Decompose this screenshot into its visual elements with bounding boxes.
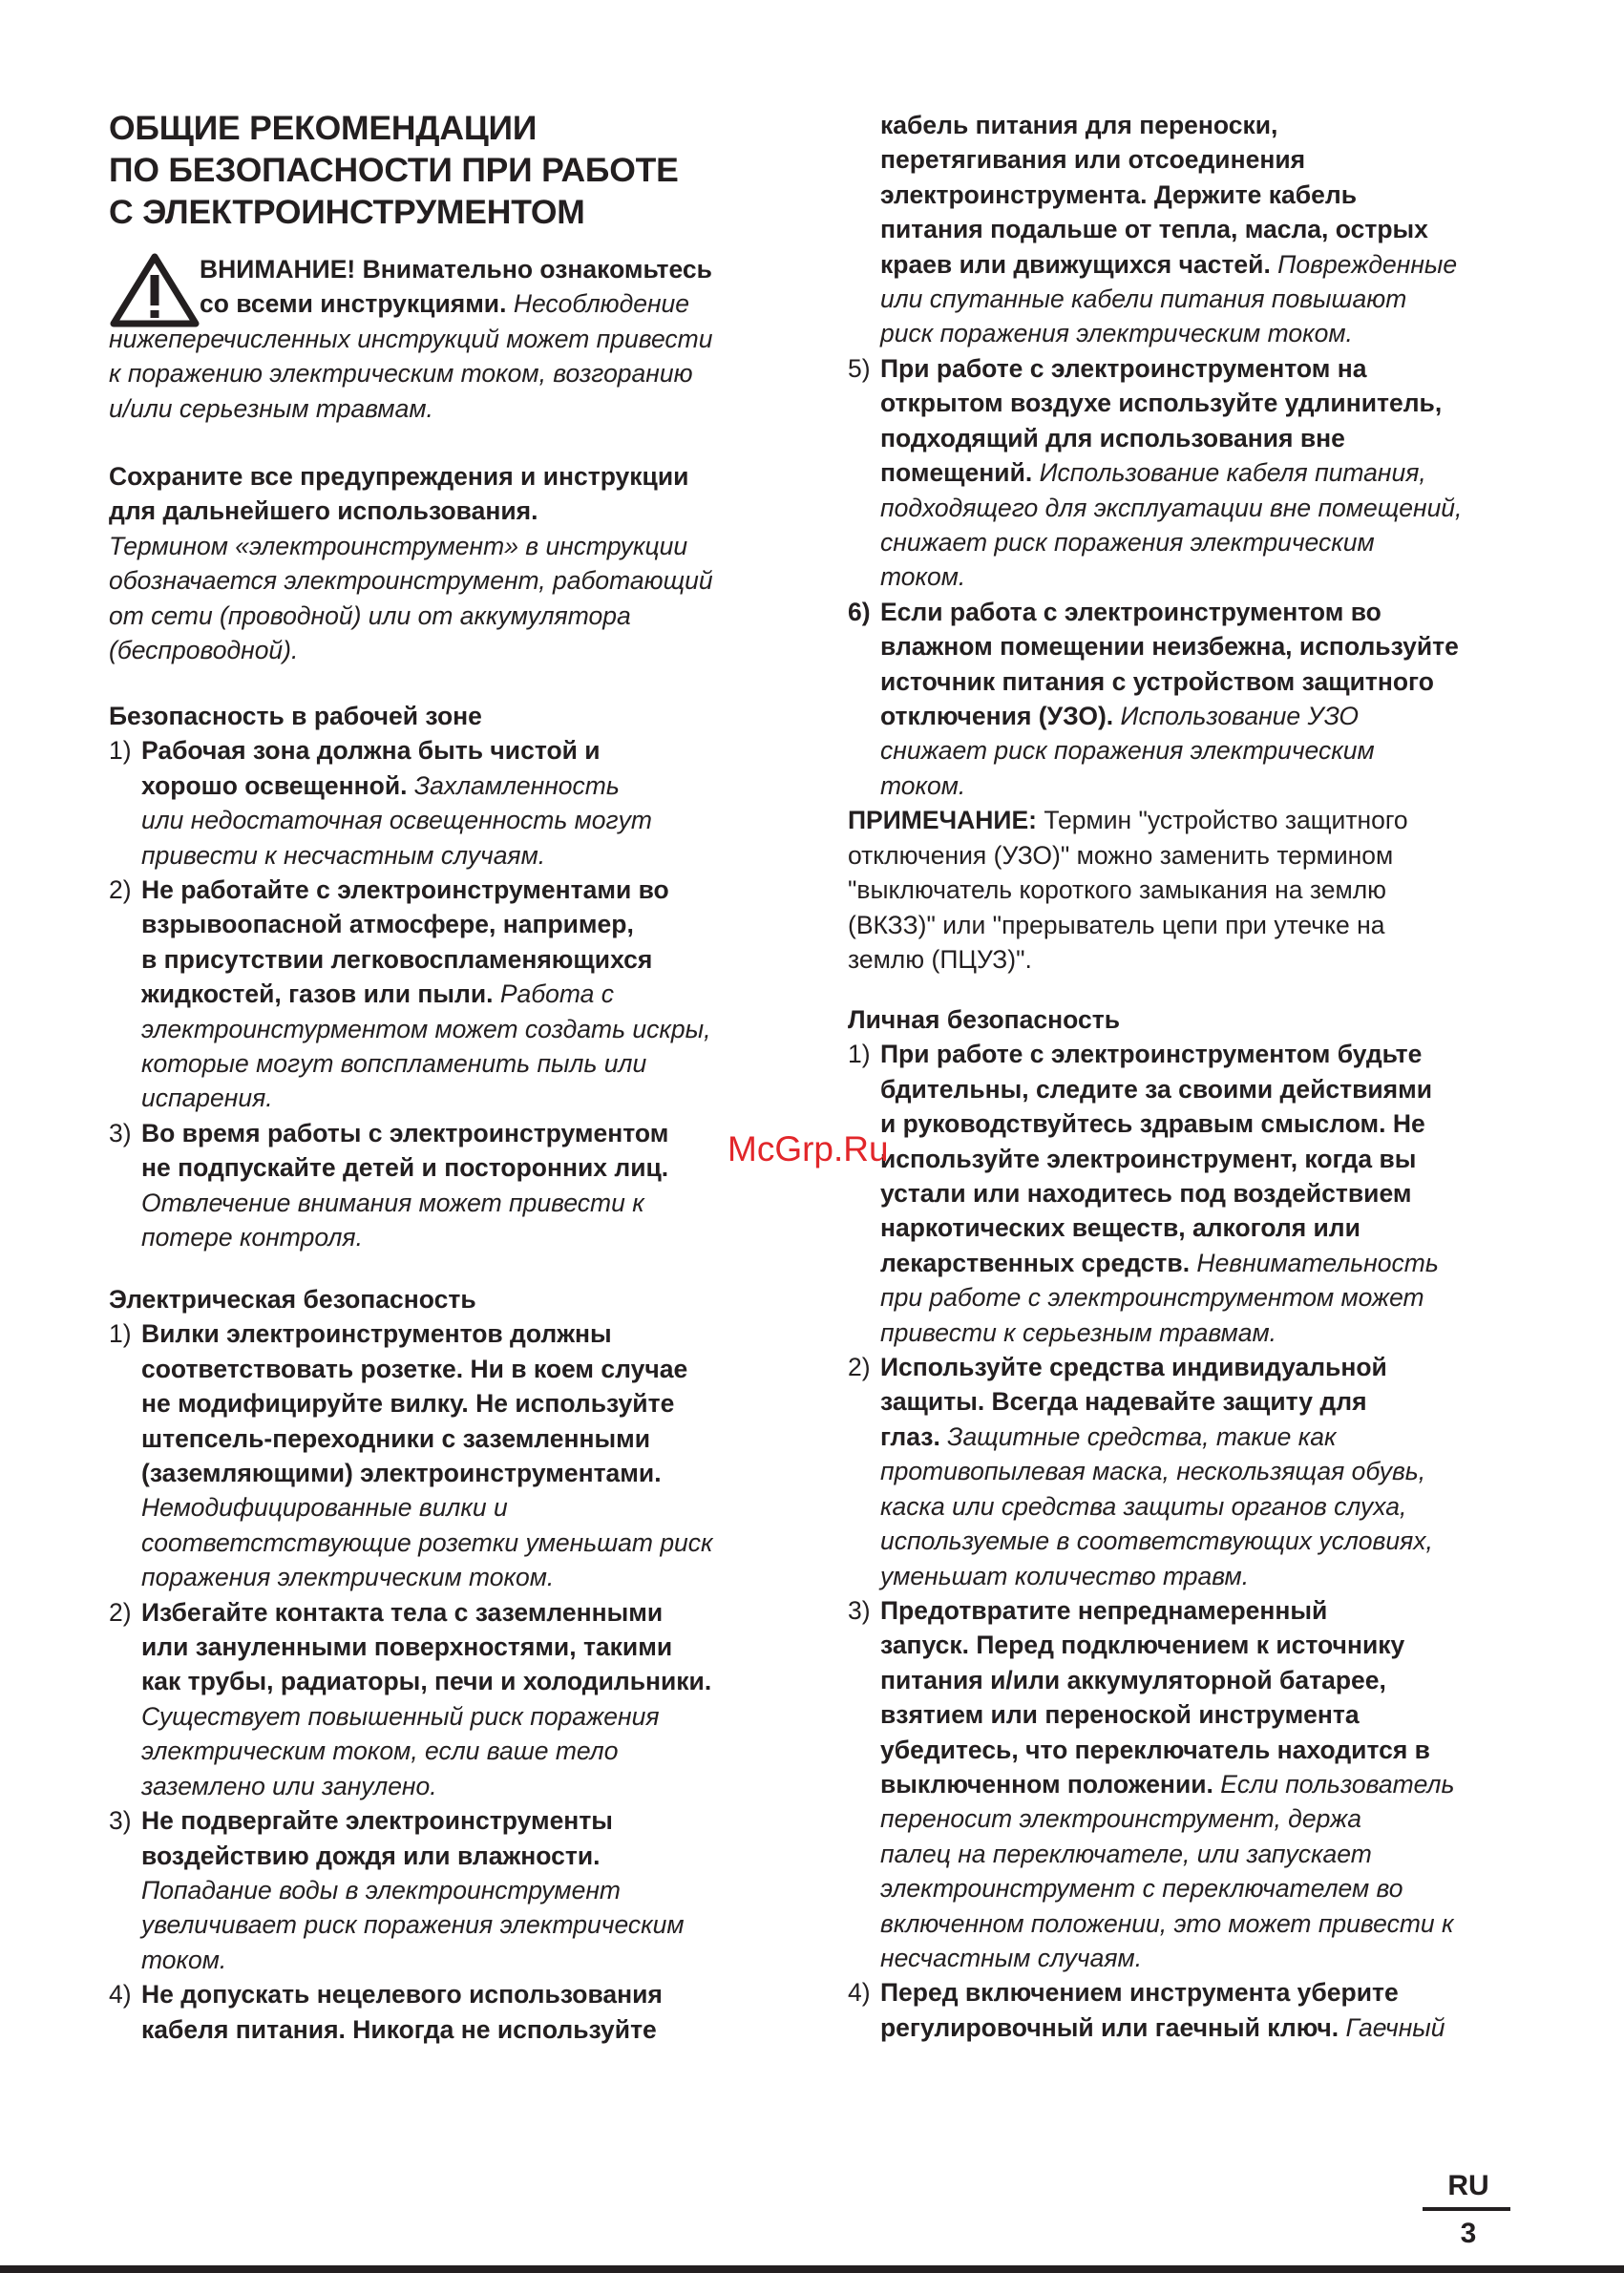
section-heading: Электрическая безопасность (109, 1285, 476, 1314)
item-text: запуск. Перед подключением к источнику (880, 1631, 1405, 1660)
item-text: перетягивания или отсоединения (880, 145, 1306, 175)
electrical-continued (848, 351, 1462, 977)
item-text: Существует повышенный риск поражения (141, 1701, 660, 1731)
list-item (109, 733, 710, 873)
item-text: краев или движущихся частей. Поврежденные (880, 249, 1458, 279)
item-text: соответстствующие розетки уменьшат риск (141, 1527, 713, 1557)
work-area-section (109, 699, 710, 1255)
item-text: Попадание воды в электроинструмент (141, 1875, 621, 1905)
warning-text: к поражению электрическим током, возгоранию (109, 359, 693, 389)
item-number: 2) (109, 875, 132, 905)
item-text: взятием или переноской инструмента (880, 1700, 1360, 1730)
item-number: 3) (848, 1595, 871, 1625)
item-text: не подпускайте детей и посторонних лиц. (141, 1153, 669, 1183)
item-text: переносит электроинструмент, держа (880, 1804, 1361, 1834)
item-text: убедитесь, что переключатель находится в (880, 1735, 1430, 1764)
item-text: током. (880, 562, 966, 592)
save-text: для дальнейшего использования. (109, 496, 538, 526)
note-text: землю (ПЦУЗ)". (848, 944, 1032, 974)
item-text: воздействию дождя или влажности. (141, 1841, 601, 1870)
list-item (848, 1037, 1454, 1350)
item-text: выключенном положении. Если пользователь (880, 1769, 1455, 1799)
item-number: 3) (109, 1118, 132, 1147)
item-text: снижает риск поражения электрическим (880, 528, 1375, 558)
item-text: кабеля питания. Никогда не используйте (141, 2014, 657, 2044)
save-text: Термином «электроинструмент» в инструкции (109, 531, 688, 560)
item-text: штепсель-переходники с заземленными (141, 1423, 651, 1453)
list-item (848, 595, 1462, 803)
item-text: регулировочный или гаечный ключ. Гаечный (880, 2012, 1445, 2042)
item-text: Не работайте с электроинструментами во (141, 875, 669, 905)
item-text: включенном положении, это может привести к (880, 1908, 1454, 1938)
item-text: поражения электрическим током. (141, 1563, 555, 1592)
item-text: используйте электроинструмент, когда вы (880, 1144, 1417, 1173)
list-item (109, 1116, 710, 1255)
item-text: взрывоопасной атмосфере, например, (141, 910, 634, 939)
item-text: несчастным случаям. (880, 1943, 1143, 1972)
item-text: или спутанные кабели питания повышают (880, 284, 1407, 314)
item-text: электрическим током, если ваше тело (141, 1736, 619, 1766)
item-text: Не подвергайте электроинструменты (141, 1806, 613, 1836)
item-text: испарения. (141, 1084, 273, 1113)
bottom-bar (0, 2265, 1624, 2273)
item-text: питания подальше от тепла, масла, острых (880, 215, 1428, 244)
item-number: 2) (109, 1597, 132, 1627)
item-text: не модифицируйте вилку. Не используйте (141, 1389, 675, 1419)
item-text: защиты. Всегда надевайте защиту для (880, 1387, 1367, 1417)
item-text: жидкостей, газов или пыли. Работа с (141, 979, 615, 1009)
personal-section (848, 1002, 1454, 2045)
item-text: Отвлечение внимания может привести к (141, 1188, 644, 1217)
cable-continuation (848, 108, 1457, 351)
title-line: ОБЩИЕ РЕКОМЕНДАЦИИ (109, 109, 538, 147)
item-text: электроинструмент с переключателем во (880, 1874, 1403, 1904)
item-text: при работе с электроинструментом может (880, 1283, 1424, 1313)
item-text: или недостаточная освещенность могут (141, 806, 652, 835)
footer-divider (1423, 2207, 1510, 2211)
item-text: током. (880, 770, 966, 800)
item-text: (заземляющими) электроинструментами. (141, 1459, 662, 1488)
save-text: Сохраните все предупреждения и инструкции (109, 462, 689, 491)
item-text: и руководствуйтесь здравым смыслом. Не (880, 1109, 1425, 1139)
item-number: 3) (109, 1806, 132, 1836)
list-item (109, 873, 710, 1116)
item-text: кабель питания для переноски, (880, 111, 1278, 139)
electrical-section (109, 1282, 713, 2047)
item-number: 4) (848, 1978, 871, 2008)
item-text: уменьшат количество травм. (880, 1561, 1250, 1590)
note-text: (ВКЗЗ)" или "прерыватель цепи при утечке на (848, 910, 1385, 939)
item-text: соответствовать розетке. Ни в коем случае (141, 1354, 688, 1383)
section-heading: Безопасность в рабочей зоне (109, 702, 482, 730)
item-text: увеличивает риск поражения электрическим (141, 1910, 685, 1940)
save-text: обозначается электроинструмент, работающий (109, 566, 713, 596)
note-text: "выключатель короткого замыкания на землю (848, 875, 1387, 905)
item-text: или зануленными поверхностями, такими (141, 1632, 673, 1662)
watermark: McGrp.Ru (728, 1129, 889, 1168)
item-number: 6) (848, 597, 871, 626)
list-item (109, 1977, 713, 2047)
item-text: Рабочая зона должна быть чистой и (141, 736, 601, 766)
warning-text: нижеперечисленных инструкций может привести (109, 324, 713, 353)
item-number: 2) (848, 1353, 871, 1382)
item-number: 4) (109, 1980, 132, 2010)
item-text: лекарственных средств. Невнимательность (880, 1248, 1439, 1277)
list-item (109, 1316, 713, 1594)
item-text: привести к несчастным случаям. (141, 840, 546, 870)
item-text: палец на переключателе, или запускает (880, 1839, 1372, 1868)
item-text: используемые в соответствующих условиях, (880, 1526, 1433, 1556)
item-text: заземлено или занулено. (141, 1771, 437, 1800)
item-text: в присутствии легковоспламеняющихся (141, 944, 653, 974)
item-text: открытом воздухе используйте удлинитель, (880, 389, 1443, 418)
item-text: привести к серьезным травмам. (880, 1317, 1277, 1347)
item-text: как трубы, радиаторы, печи и холодильники. (141, 1667, 712, 1696)
warning-text: ВНИМАНИЕ! Внимательно ознакомьтесь (200, 255, 712, 284)
item-text: Вилки электроинструментов должны (141, 1319, 612, 1349)
item-text: устали или находитесь под воздействием (880, 1179, 1412, 1209)
item-text: При работе с электроинструментом будьте (880, 1040, 1423, 1069)
item-text: каска или средства защиты органов слуха, (880, 1491, 1407, 1521)
item-text: противопылевая маска, нескользящая обувь, (880, 1457, 1426, 1486)
warning-text: со всеми инструкциями. Несоблюдение (200, 289, 690, 319)
item-text: источник питания с устройством защитного (880, 666, 1434, 696)
item-text: снижает риск поражения электрическим (880, 736, 1375, 766)
item-text: бдительны, следите за своими действиями (880, 1074, 1433, 1104)
list-item (848, 1975, 1454, 2045)
item-text: Перед включением инструмента уберите (880, 1978, 1399, 2008)
warning-block (109, 252, 806, 426)
title-line: С ЭЛЕКТРОИНСТРУМЕНТОМ (109, 193, 585, 231)
item-text: отключения (УЗО). Использование УЗО (880, 702, 1360, 731)
page-number: 3 (1460, 2218, 1477, 2249)
item-text: Не допускать нецелевого использования (141, 1980, 663, 2010)
item-text: подходящего для эксплуатации вне помещений, (880, 493, 1463, 522)
item-text: хорошо освещенной. Захламленность (141, 770, 620, 800)
item-text: Немодифицированные вилки и (141, 1493, 508, 1523)
item-text: подходящий для использования вне (880, 423, 1345, 452)
item-text: влажном помещении неизбежна, используйте (880, 632, 1459, 662)
item-number: 5) (848, 354, 871, 383)
item-number: 1) (109, 736, 132, 766)
item-text: Используйте средства индивидуальной (880, 1353, 1387, 1382)
item-text: Избегайте контакта тела с заземленными (141, 1597, 664, 1627)
list-item (848, 1593, 1454, 1975)
item-text: током. (141, 1945, 227, 1974)
list-item (848, 351, 1462, 595)
item-text: глаз. Защитные средства, такие как (880, 1421, 1337, 1451)
note-block (848, 803, 1462, 977)
save-text: от сети (проводной) или от аккумулятора (109, 600, 631, 630)
item-number: 1) (848, 1040, 871, 1069)
list-item (109, 1803, 713, 1977)
item-text: электроинструмента. Держите кабель (880, 179, 1358, 209)
list-item (109, 1595, 713, 1803)
item-text: электроинстурментом может создать искры, (141, 1014, 711, 1043)
save-text: (беспроводной). (109, 636, 299, 665)
language-label: RU (1447, 2170, 1489, 2201)
item-text: питания и/или аккумуляторной батарее, (880, 1665, 1386, 1694)
item-text: При работе с электроинструментом на (880, 354, 1367, 383)
item-number: 1) (109, 1319, 132, 1349)
note-text: ПРИМЕЧАНИЕ: Термин "устройство защитного (848, 806, 1408, 835)
item-text: Если работа с электроинструментом во (880, 597, 1381, 626)
section-heading: Личная безопасность (848, 1005, 1120, 1034)
note-text: отключения (УЗО)" можно заменить термином (848, 840, 1394, 870)
item-text: помещений. Использование кабеля питания, (880, 458, 1426, 488)
warning-triangle-icon (109, 252, 200, 328)
page-title (109, 107, 679, 233)
item-text: наркотических веществ, алкоголя или (880, 1213, 1360, 1243)
warning-text: и/или серьезным травмам. (109, 393, 433, 423)
item-text: Во время работы с электроинструментом (141, 1118, 669, 1147)
list-item (848, 1350, 1454, 1593)
item-text: Предотвратите непреднамеренный (880, 1595, 1328, 1625)
item-text: потере контроля. (141, 1223, 363, 1252)
item-text: которые могут вопспламенить пыль или (141, 1049, 647, 1079)
item-text: риск поражения электрическим током. (880, 319, 1353, 348)
title-line: ПО БЕЗОПАСНОСТИ ПРИ РАБОТЕ (109, 151, 679, 189)
save-instructions (109, 459, 713, 667)
